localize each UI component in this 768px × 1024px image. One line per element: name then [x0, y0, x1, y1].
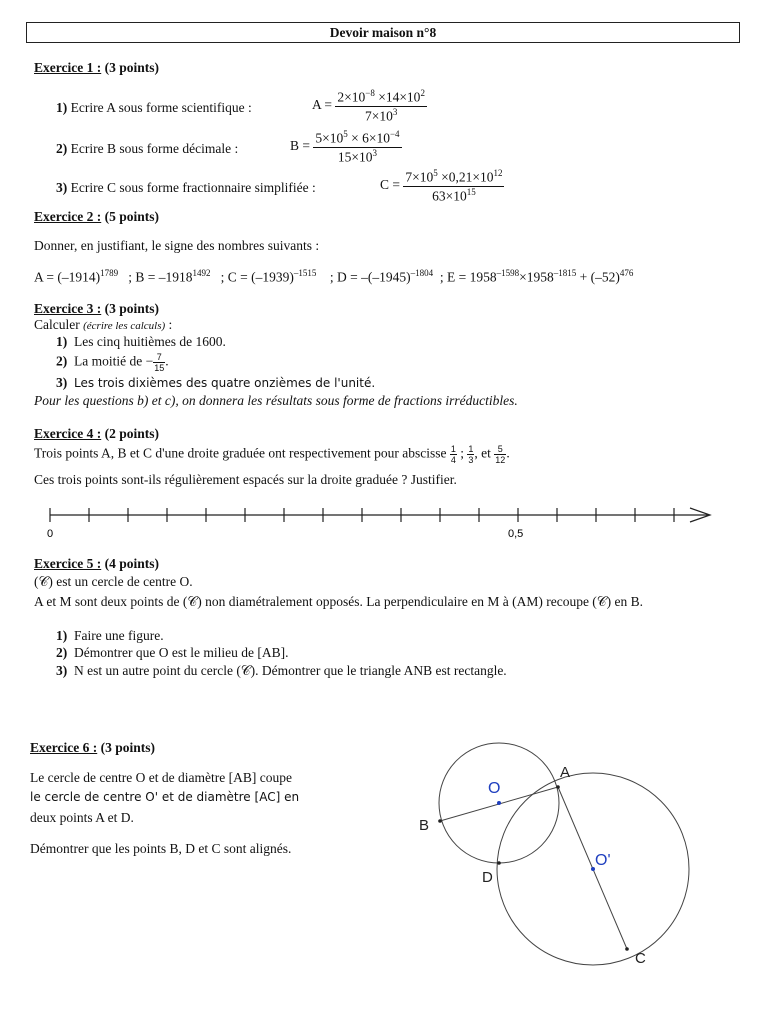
ex3-q1: 1) Les cinq huitièmes de 1600. [56, 334, 226, 349]
ex5-q3: 3) N est un autre point du cercle (𝒞). Démontrer que le triangle ANB est rectangle. [56, 663, 507, 678]
ex6-heading-label: Exercice 6 : [30, 740, 98, 755]
ex1-heading-label: Exercice 1 : [34, 60, 102, 75]
ex6-points: (3 points) [100, 740, 155, 755]
ex3-q3: 3) Les trois dixièmes des quatre onzièmes de l'unité. [56, 375, 376, 390]
ex1-q2-text: Ecrire B sous forme décimale : [70, 141, 239, 156]
ex3-note: Pour les questions b) et c), on donnera les résultats sous forme de fractions irréductibles. [34, 393, 518, 408]
page-title: Devoir maison n°8 [26, 22, 740, 43]
point-o [497, 801, 501, 805]
ex6-figure [400, 735, 700, 975]
ex4-heading [34, 426, 159, 442]
ex4-frac-c: $\frac{5}{12}$ [495, 444, 506, 465]
ex4-line2: Ces trois points sont-ils régulièrement espacés sur la droite graduée ? Justifier. [34, 472, 457, 487]
ex2-heading [34, 209, 159, 225]
ex6-p3: deux points A et D. [30, 810, 134, 825]
ex5-q2: 2) Démontrer que O est le milieu de [AB]. [56, 645, 289, 660]
ex3-q2-fraction: $\frac{7}{15}$ [154, 352, 165, 373]
ex3-points: (3 points) [104, 301, 159, 316]
ex4-line1: Trois points A, B et C d'une droite graduée ont respectivement pour abscisse $\frac{1}{4}$ ; $\frac{1}{3}$ , et $\frac{5}{12}$ . [34, 444, 510, 465]
ex1-points: (3 points) [104, 60, 159, 75]
point-a [556, 785, 560, 789]
label-c: C [635, 950, 646, 967]
ex5-q1: 1) Faire une figure. [56, 628, 164, 643]
ex5-line1: (𝒞) est un cercle de centre O. [34, 574, 193, 589]
ex1-q2-lhs: B = [290, 138, 310, 154]
ex1-q3-lhs: C = [380, 177, 400, 193]
ex6-p1: Le cercle de centre O et de diamètre [AB] coupe [30, 770, 292, 785]
point-d [497, 861, 501, 865]
ex1-q1-number: 1) [56, 100, 68, 115]
ex2-points: (5 points) [104, 209, 159, 224]
ex1-q3-fraction: $\frac{7\times 10^5 \times 0,21\times 10^{12}}{63\times 10^{15}}$ [405, 168, 503, 203]
ex6-heading [30, 740, 155, 756]
ex4-points: (2 points) [104, 426, 159, 441]
ex1-q2-formula [290, 129, 402, 165]
ex1-q3-text: Ecrire C sous forme fractionnaire simplifiée : [70, 180, 316, 195]
label-zero: 0 [47, 528, 54, 540]
label-o: O [488, 780, 501, 797]
ex3-instruction: Calculer (écrire les calculs) : [34, 317, 173, 332]
label-half: 0,5 [508, 528, 524, 540]
ex5-line2: A et M sont deux points de (𝒞) non diamétralement opposés. La perpendiculaire en M à (AM) recoupe (𝒞) en B. [34, 594, 644, 609]
ex6-p4: Démontrer que les points B, D et C sont alignés. [30, 841, 292, 856]
ex1-q3-formula [380, 168, 504, 204]
number-line [0, 500, 768, 545]
label-b: B [419, 817, 430, 834]
ex1-q1-lhs: A = [312, 97, 332, 113]
ex1-q1-fraction: $\frac{2\times 10^{-8} \times 14\times 10^2}{7\times 10^3}$ [337, 88, 425, 123]
ex5-heading-label: Exercice 5 : [34, 556, 102, 571]
ex5-heading [34, 556, 159, 572]
ex1-q1 [56, 100, 252, 116]
ex6-p2: le cercle de centre O' et de diamètre [AC] en [30, 790, 300, 804]
ex1-q2-fraction: $\frac{5\times 10^5 \times 6\times 10^{-4}}{15\times 10^3}$ [315, 129, 400, 164]
ex1-q2 [56, 141, 238, 157]
ex3-heading-label: Exercice 3 : [34, 301, 102, 316]
ex4-frac-a: $\frac{1}{4}$ [450, 444, 456, 465]
ex4-heading-label: Exercice 4 : [34, 426, 102, 441]
point-b [438, 819, 442, 823]
ex2-heading-label: Exercice 2 : [34, 209, 102, 224]
label-d: D [482, 869, 493, 886]
ex1-q1-text: Ecrire A sous forme scientifique : [70, 100, 252, 115]
ex2-expressions: $A = (-1914)^{1789}$ ; $B = -1918^{1492}$ ; $C = (-1939)^{-1515}$ ; $D = -(-1945)^{-1804}$ ; $E = 1958^{-1598}\times 1958^{-1815} + (-52)^{476}$ [34, 268, 634, 285]
label-a: A [560, 764, 571, 781]
ex1-q3 [56, 180, 316, 196]
ex1-q2-number: 2) [56, 141, 68, 156]
ex2-intro: Donner, en justifiant, le signe des nombres suivants : [34, 238, 320, 253]
ex3-heading [34, 301, 159, 317]
ex1-q1-formula [312, 88, 427, 124]
ex1-heading [34, 60, 159, 76]
ex5-points: (4 points) [104, 556, 159, 571]
ex4-frac-b: $\frac{1}{3}$ [468, 444, 474, 465]
label-o-prime: O' [595, 852, 611, 869]
ex1-q3-number: 3) [56, 180, 68, 195]
ex3-q2: 2) La moitié de − $\frac{7}{15}$ . [56, 352, 169, 373]
point-c [625, 947, 629, 951]
